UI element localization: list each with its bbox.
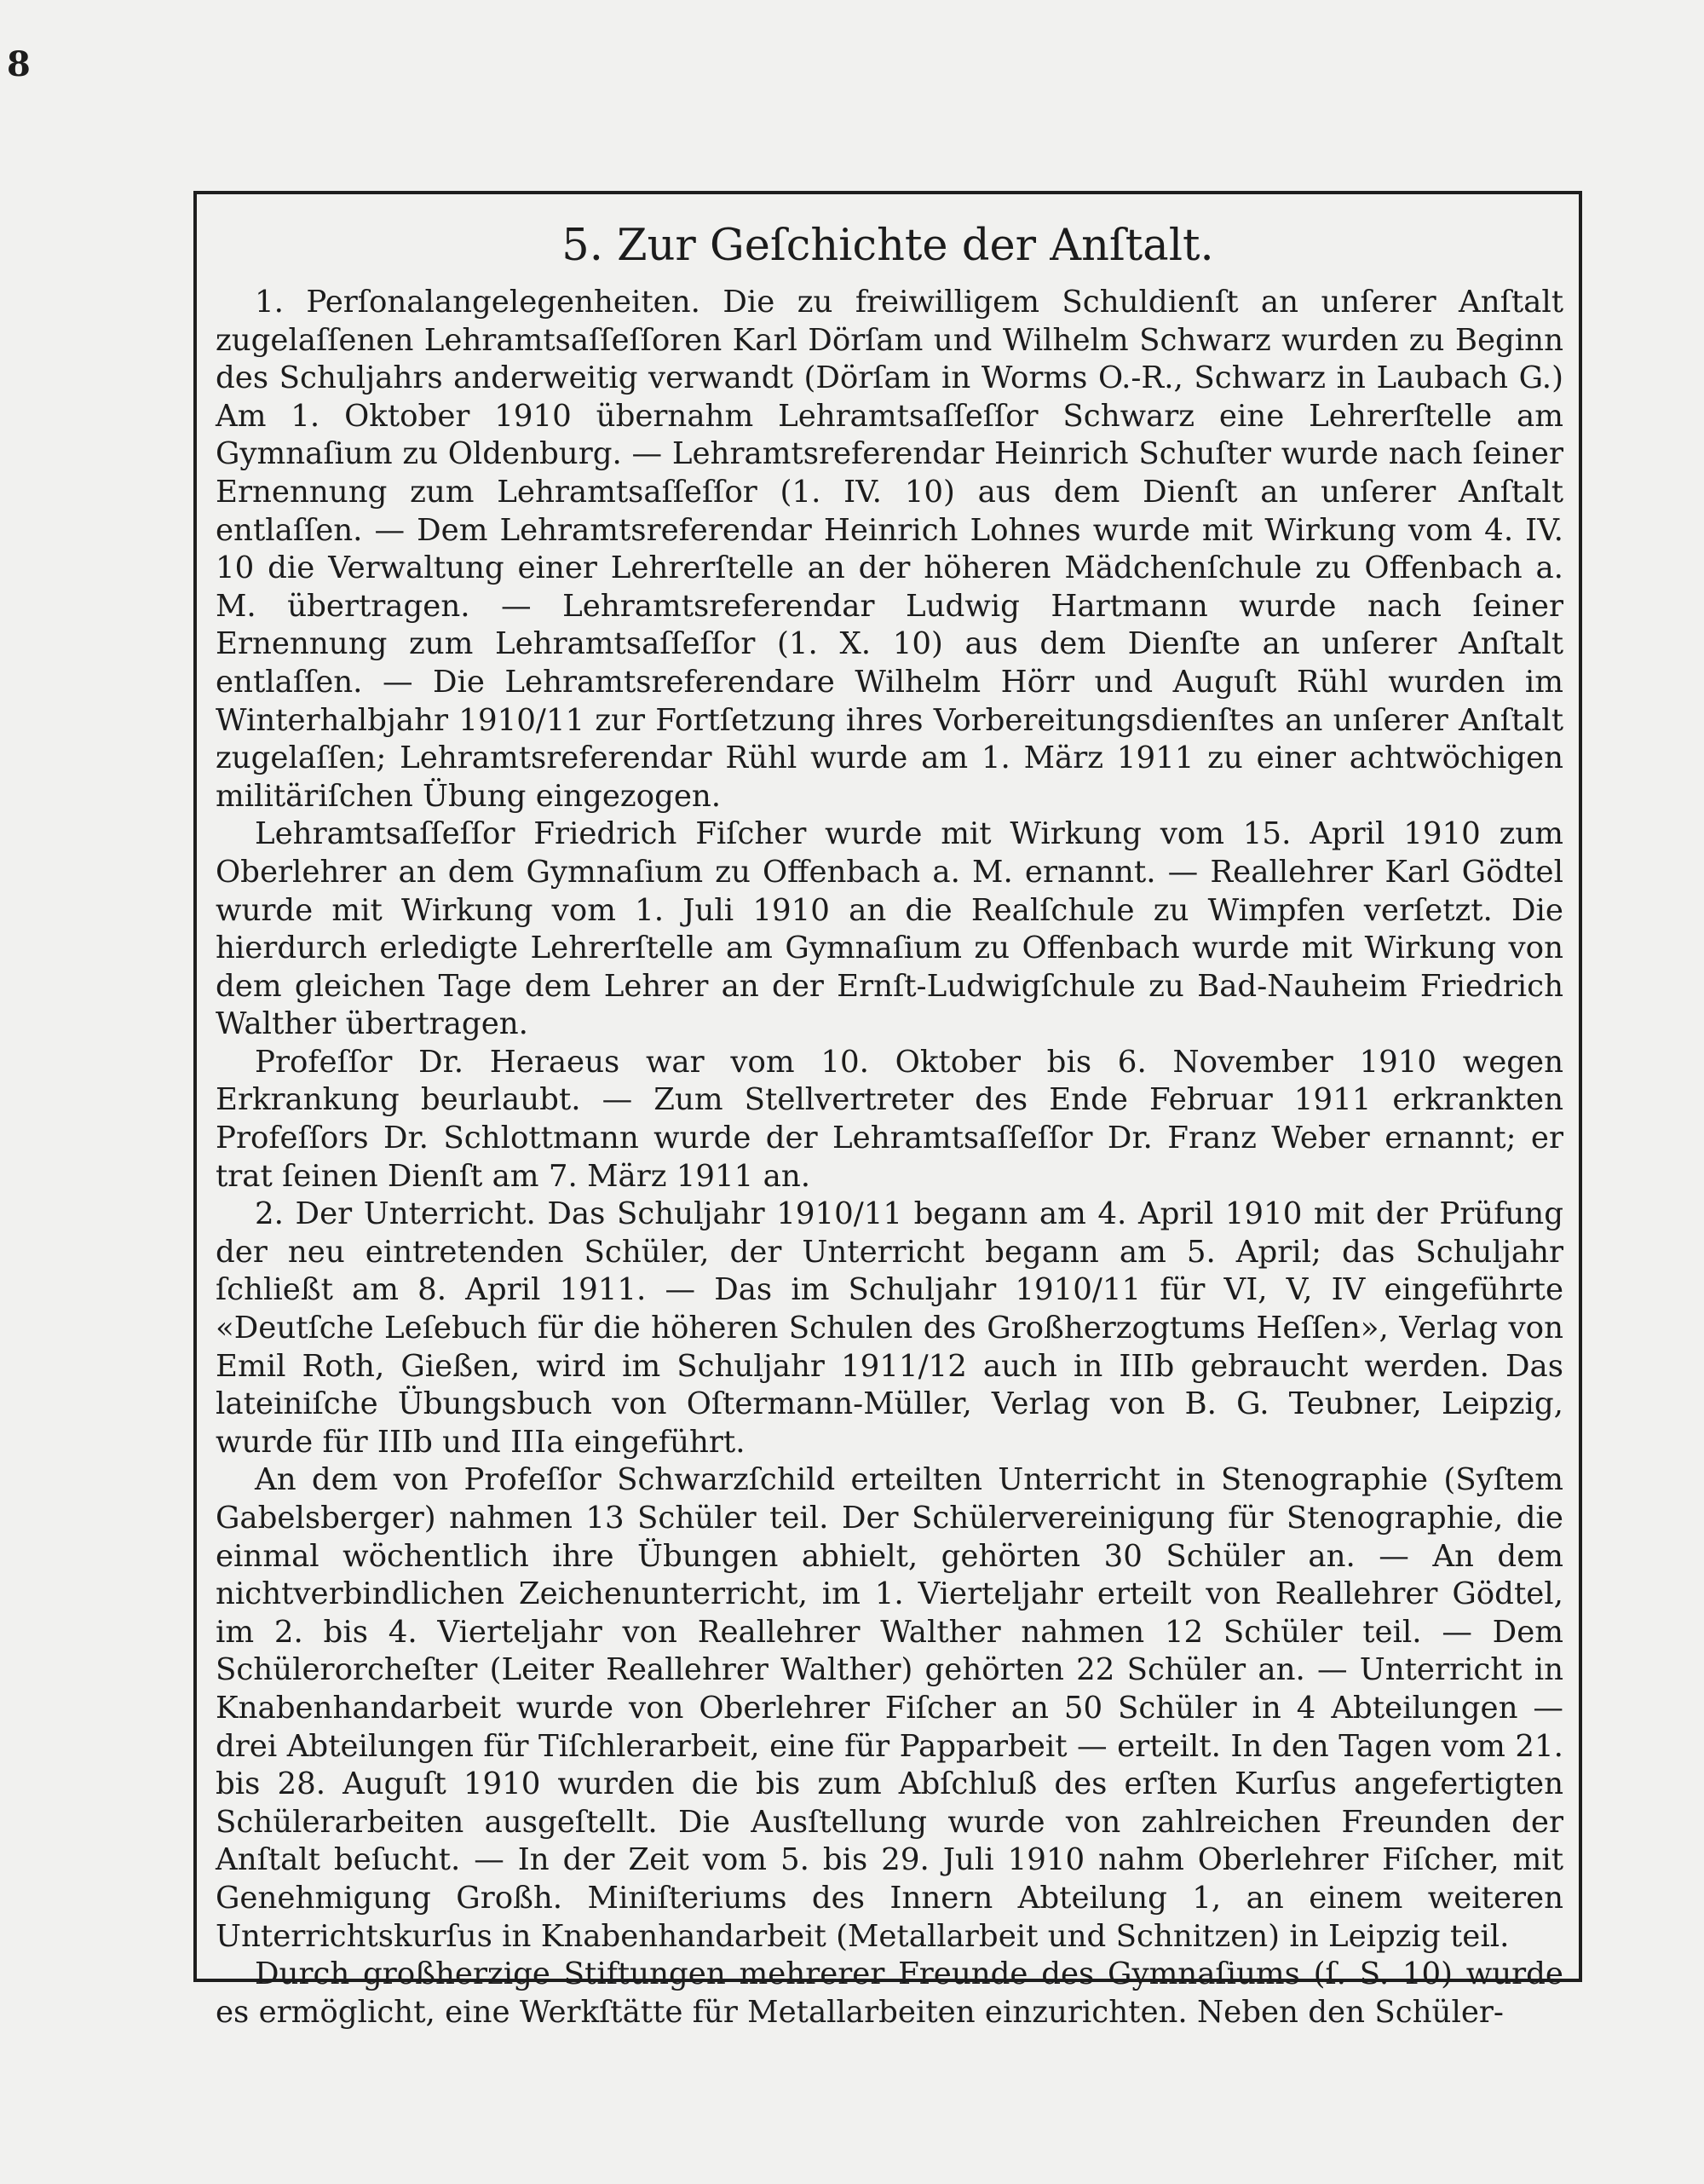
paragraph-stenography: An dem von Profeſſor Schwarzſchild erteilten Unterricht in Stenographie (Syſtem Gabelsberger) nahmen 13 Schüler teil. Der Schülervereinigung für Stenographie, die einmal wöchentlich ihre Übungen abhielt, gehörten 30 Schüler an. — An dem nichtverbindlichen Zeichenunterricht, im 1. Vierteljahr erteilt von Reallehrer Gödtel, im 2. bis 4. Vierteljahr von Reallehrer Walther nahmen 12 Schüler teil. — Dem Schülerorcheſter (Leiter Reallehrer Walther) gehörten 22 Schüler an. — Unterricht in Knabenhandarbeit wurde von Oberlehrer Fiſcher an 50 Schüler in 4 Abteilungen — drei Abteilungen für Tiſchlerarbeit, eine für Papparbeit — erteilt. In den Tagen vom 21. bis 28. Auguſt 1910 wurden die bis zum Abſchluß des erſten Kurſus angefertigten Schülerarbeiten ausgeſtellt. Die Ausſtellung wurde von zahlreichen Freunden der Anſtalt beſucht. — In der Zeit vom 5. bis 29. Juli 1910 nahm Oberlehrer Fiſcher, mit Genehmigung Großh. Miniſteriums des Innern Abteilung 1, an einem weiteren Unterrichtskurſus in Knabenhandarbeit (Metallarbeit und Schnitzen) in Leipzig teil. — [216, 1462, 1563, 1954]
page-number: 8 — [7, 44, 32, 84]
paragraph-heraeus: Profeſſor Dr. Heraeus war vom 10. Oktober bis 6. November 1910 wegen Erkrankung beurlaubt. — Zum Stellvertreter des Ende Februar 1911 erkrankten Profeſſors Dr. Schlottmann wurde der Lehramtsaſſeſſor Dr. Franz Weber ernannt; er trat ſeinen Dienſt am 7. März 1911 an. — [216, 1044, 1563, 1194]
section-title: 5. Zur Geſchichte der Anſtalt. — [561, 221, 1214, 271]
paragraph-instruction: 2. Der Unterricht. Das Schuljahr 1910/11 begann am 4. April 1910 mit der Prüfung der neu eintretenden Schüler, der Unterricht begann am 5. April; das Schuljahr ſchließt am 8. April 1911. — Das im Schuljahr 1910/11 für VI, V, IV eingeführte «Deutſche Leſebuch für die höheren Schulen des Großherzogtums Heſſen», Verlag von Emil Roth, Gießen, wird im Schuljahr 1911/12 auch in IIIb gebraucht werden. Das lateiniſche Übungsbuch von Oſtermann-Müller, Verlag von B. G. Teubner, Leipzig, wurde für IIIb und IIIa eingeführt. — [216, 1196, 1563, 1460]
paragraph-personnel: 1. Perſonalangelegenheiten. Die zu freiwilligem Schuldienſt an unſerer Anſtalt zugelaſſenen Lehramtsaſſeſſoren Karl Dörſam und Wilhelm Schwarz wurden zu Beginn des Schuljahrs anderweitig verwandt (Dörſam in Worms O.-R., Schwarz in Laubach G.) Am 1. Oktober 1910 übernahm Lehramtsaſſeſſor Schwarz eine Lehrerſtelle am Gymnaſium zu Oldenburg. — Lehramtsreferendar Heinrich Schuſter wurde nach ſeiner Ernennung zum Lehramtsaſſeſſor (1. IV. 10) aus dem Dienſt an unſerer Anſtalt entlaſſen. — Dem Lehramtsreferendar Heinrich Lohnes wurde mit Wirkung vom 4. IV. 10 die Verwaltung einer Lehrerſtelle an der höheren Mädchenſchule zu Offenbach a. M. übertragen. — Lehramtsreferendar Ludwig Hartmann wurde nach ſeiner Ernennung zum Lehramtsaſſeſſor (1. X. 10) aus dem Dienſte an unſerer Anſtalt entlaſſen. — Die Lehramtsreferendare Wilhelm Hörr und Auguſt Rühl wurden im Winterhalbjahr 1910/11 zur Fortſetzung ihres Vorbereitungsdienſtes an unſerer Anſtalt zugelaſſen; Lehramtsreferendar Rühl wurde am 1. März 1911 zu einer achtwöchigen militäriſchen Übung eingezogen. — [216, 285, 1563, 814]
paragraph-workshop: Durch großherzige Stiftungen mehrerer Freunde des Gymnaſiums (ſ. S. 10) wurde es ermöglicht, eine Werkſtätte für Metallarbeiten einzurichten. Neben den Schüler- — [216, 1956, 1563, 2030]
text-frame — [193, 191, 1582, 2030]
body-text — [216, 284, 1563, 2031]
paragraph-fischer: Lehramtsaſſeſſor Friedrich Fiſcher wurde mit Wirkung vom 15. April 1910 zum Oberlehrer an dem Gymnaſium zu Offenbach a. M. ernannt. — Reallehrer Karl Gödtel wurde mit Wirkung vom 1. Juli 1910 an die Realſchule zu Wimpfen verſetzt. Die hierdurch erledigte Lehrerſtelle am Gymnaſium zu Offenbach wurde mit Wirkung von dem gleichen Tage dem Lehrer an der Ernſt-Ludwigſchule zu Bad-Nauheim Friedrich Walther übertragen. — [216, 816, 1563, 1042]
